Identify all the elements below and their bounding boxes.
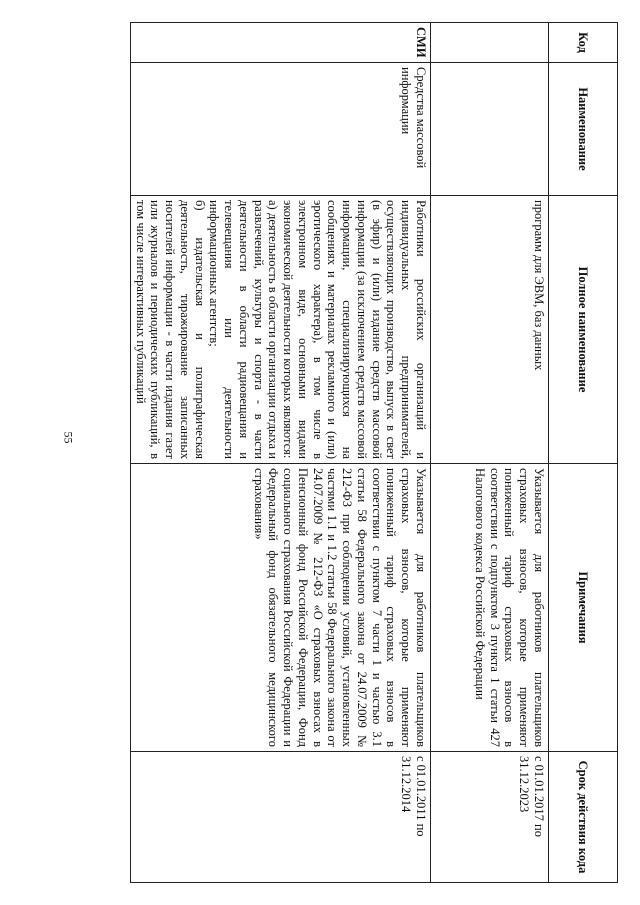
table-row: [131, 23, 431, 883]
row-code: СМИ: [131, 23, 431, 63]
header-notes: Примечания: [549, 464, 618, 752]
row-validity: с 01.01.2017 по 31.12.2023: [431, 752, 549, 883]
header-name: Наименование: [549, 63, 618, 196]
codes-table: [130, 22, 618, 883]
full-name-item-a: а) деятельность в области организации отдыха и развлечений, культуры и спорта - в части деятельности в области радиовещания и телевещания или деятельности информационных агентств;: [207, 200, 281, 459]
row-full-name: программ для ЭВМ, баз данных: [431, 196, 549, 464]
row-name: Средства массовой информации: [131, 63, 431, 196]
row-validity: с 01.01.2011 по 31.12.2014: [131, 752, 431, 883]
rotated-page: [58, 22, 618, 882]
table-header-row: [549, 23, 618, 883]
row-notes: Указывается для работников плательщиков страховых взносов, которые применяют пониженный тариф страховых взносов в соответствии с подпунктом 3 пункта 1 статьи 427 Налогового кодекса Российской Федерации: [431, 464, 549, 752]
header-full-name: Полное наименование: [549, 196, 618, 464]
table-row: [431, 23, 549, 883]
row-notes: Указывается для работников плательщиков страховых взносов, которые применяют пониженный тариф страховых взносов в соответствии с пунктом 7 части 1 и частью 3.1 статьи 58 Федерального закона от 24.07.2009 № 212-ФЗ при соблюдении условий, установленных частями 1.1 и 1.2 статьи 58 Федерального закона от 24.07.2009 № 212-ФЗ «О страховых взносах в Пенсионный фонд Российской Федерации, Фонд социального страхования Российской Федерации и Федеральный фонд обязательного медицинского страхования»: [131, 464, 431, 752]
full-name-item-b: б) издательская и полиграфическая деятельность, тиражирование записанных носителей информации - в части издания газет или журналов и периодических публикаций, в том числе интерактивных публикаций: [133, 200, 207, 459]
row-code: [431, 23, 549, 63]
header-code: Код: [549, 23, 618, 63]
row-full-name: [131, 196, 431, 464]
page-number: 55: [61, 431, 76, 444]
header-validity: Срок действия кода: [549, 752, 618, 883]
row-name: [431, 63, 549, 196]
full-name-intro: Работники российских организаций и индивидуальных предпринимателей, осуществляющих производство, выпуск в свет (в эфир) и (или) издание средств массовой информации (за исключением средств массовой информации, специализирующихся на сообщениях и материалах рекламного и (или) эротического характера), в том числе в электронном виде, основными видами экономической деятельности которых являются:: [281, 200, 428, 459]
